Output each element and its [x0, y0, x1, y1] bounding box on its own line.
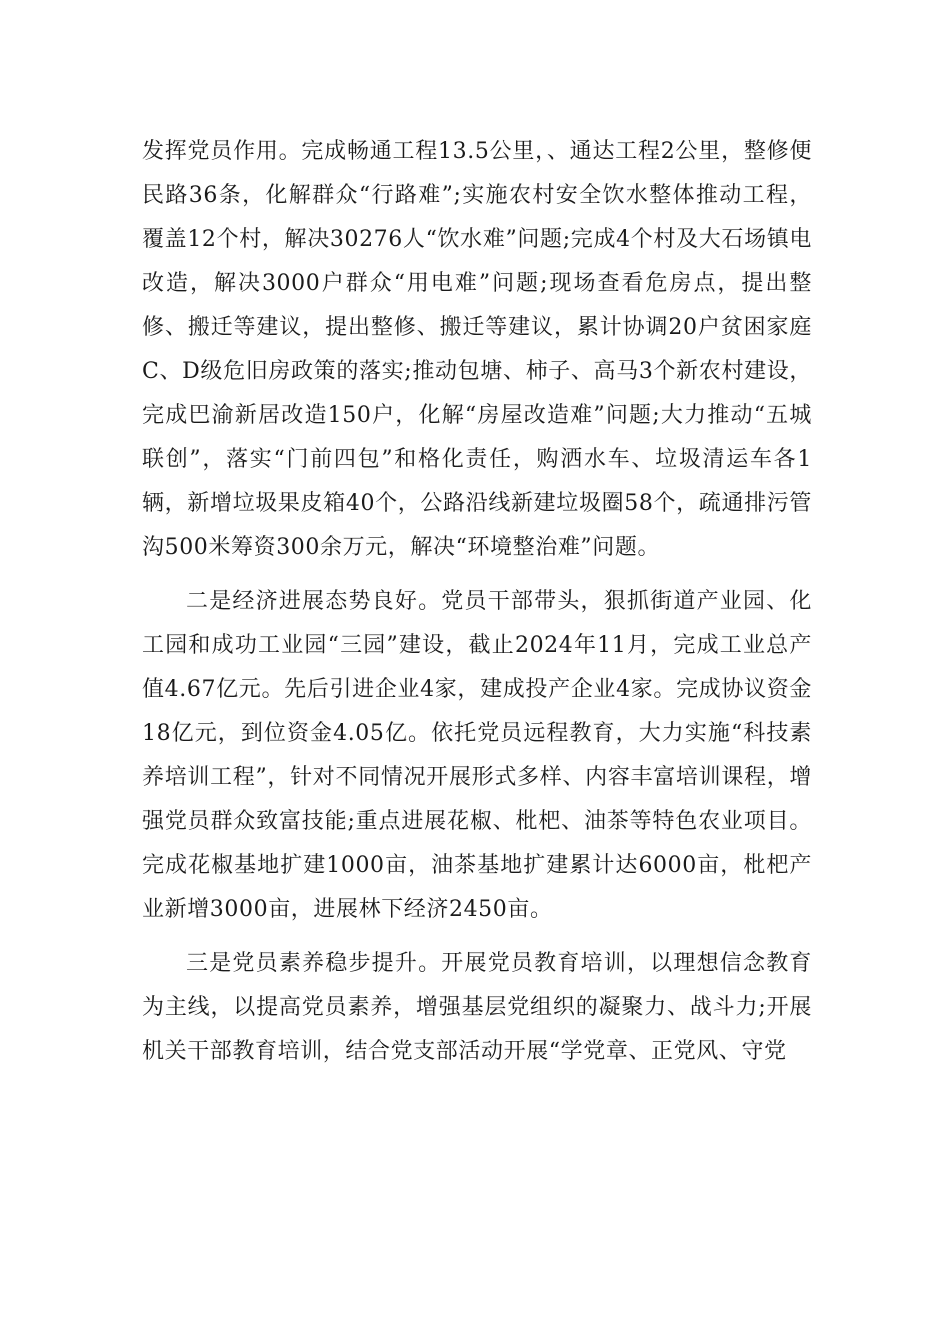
- paragraph-economy: 二是经济进展态势良好。党员干部带头，狠抓街道产业园、化工园和成功工业园“三园”建设，截止2024年11月，完成工业总产值4.67亿元。先后引进企业4家，建成投产企业4家。完成协议资金18亿元，到位资金4.05亿。依托党员远程教育，大力实施“科技素养培训工程”，针对不同情况开展形式多样、内容丰富培训课程，增强党员群众致富技能;重点进展花椒、枇杷、油茶等特色农业项目。完成花椒基地扩建1000亩，油茶基地扩建累计达6000亩，枇杷产业新增3000亩，进展林下经济2450亩。: [142, 589, 812, 922]
- paragraph-infrastructure: 发挥党员作用。完成畅通工程13.5公里，、通达工程2公里，整修便民路36条，化解群众“行路难”;实施农村安全饮水整体推动工程，覆盖12个村，解决30276人“饮水难”问题;完成4个村及大石场镇电改造，解决3000户群众“用电难”问题;现场查看危房点，提出整修、搬迁等建议，提出整修、搬迁等建议，累计协调20户贫困家庭C、D级危旧房政策的落实;推动包塘、柿子、高马3个新农村建设，完成巴渝新居改造150户，化解“房屋改造难”问题;大力推动“五城联创”，落实“门前四包”和格化责任，购洒水车、垃圾清运车各1辆，新增垃圾果皮箱40个，公路沿线新建垃圾圈58个，疏通排污管沟500米筹资300余万元，解决“环境整治难”问题。: [142, 139, 812, 560]
- paragraph-party-quality: 三是党员素养稳步提升。开展党员教育培训，以理想信念教育为主线，以提高党员素养，增强基层党组织的凝聚力、战斗力;开展机关干部教育培训，结合党支部活动开展“学党章、正党风、守党: [142, 951, 812, 1064]
- document-body: [142, 130, 812, 1074]
